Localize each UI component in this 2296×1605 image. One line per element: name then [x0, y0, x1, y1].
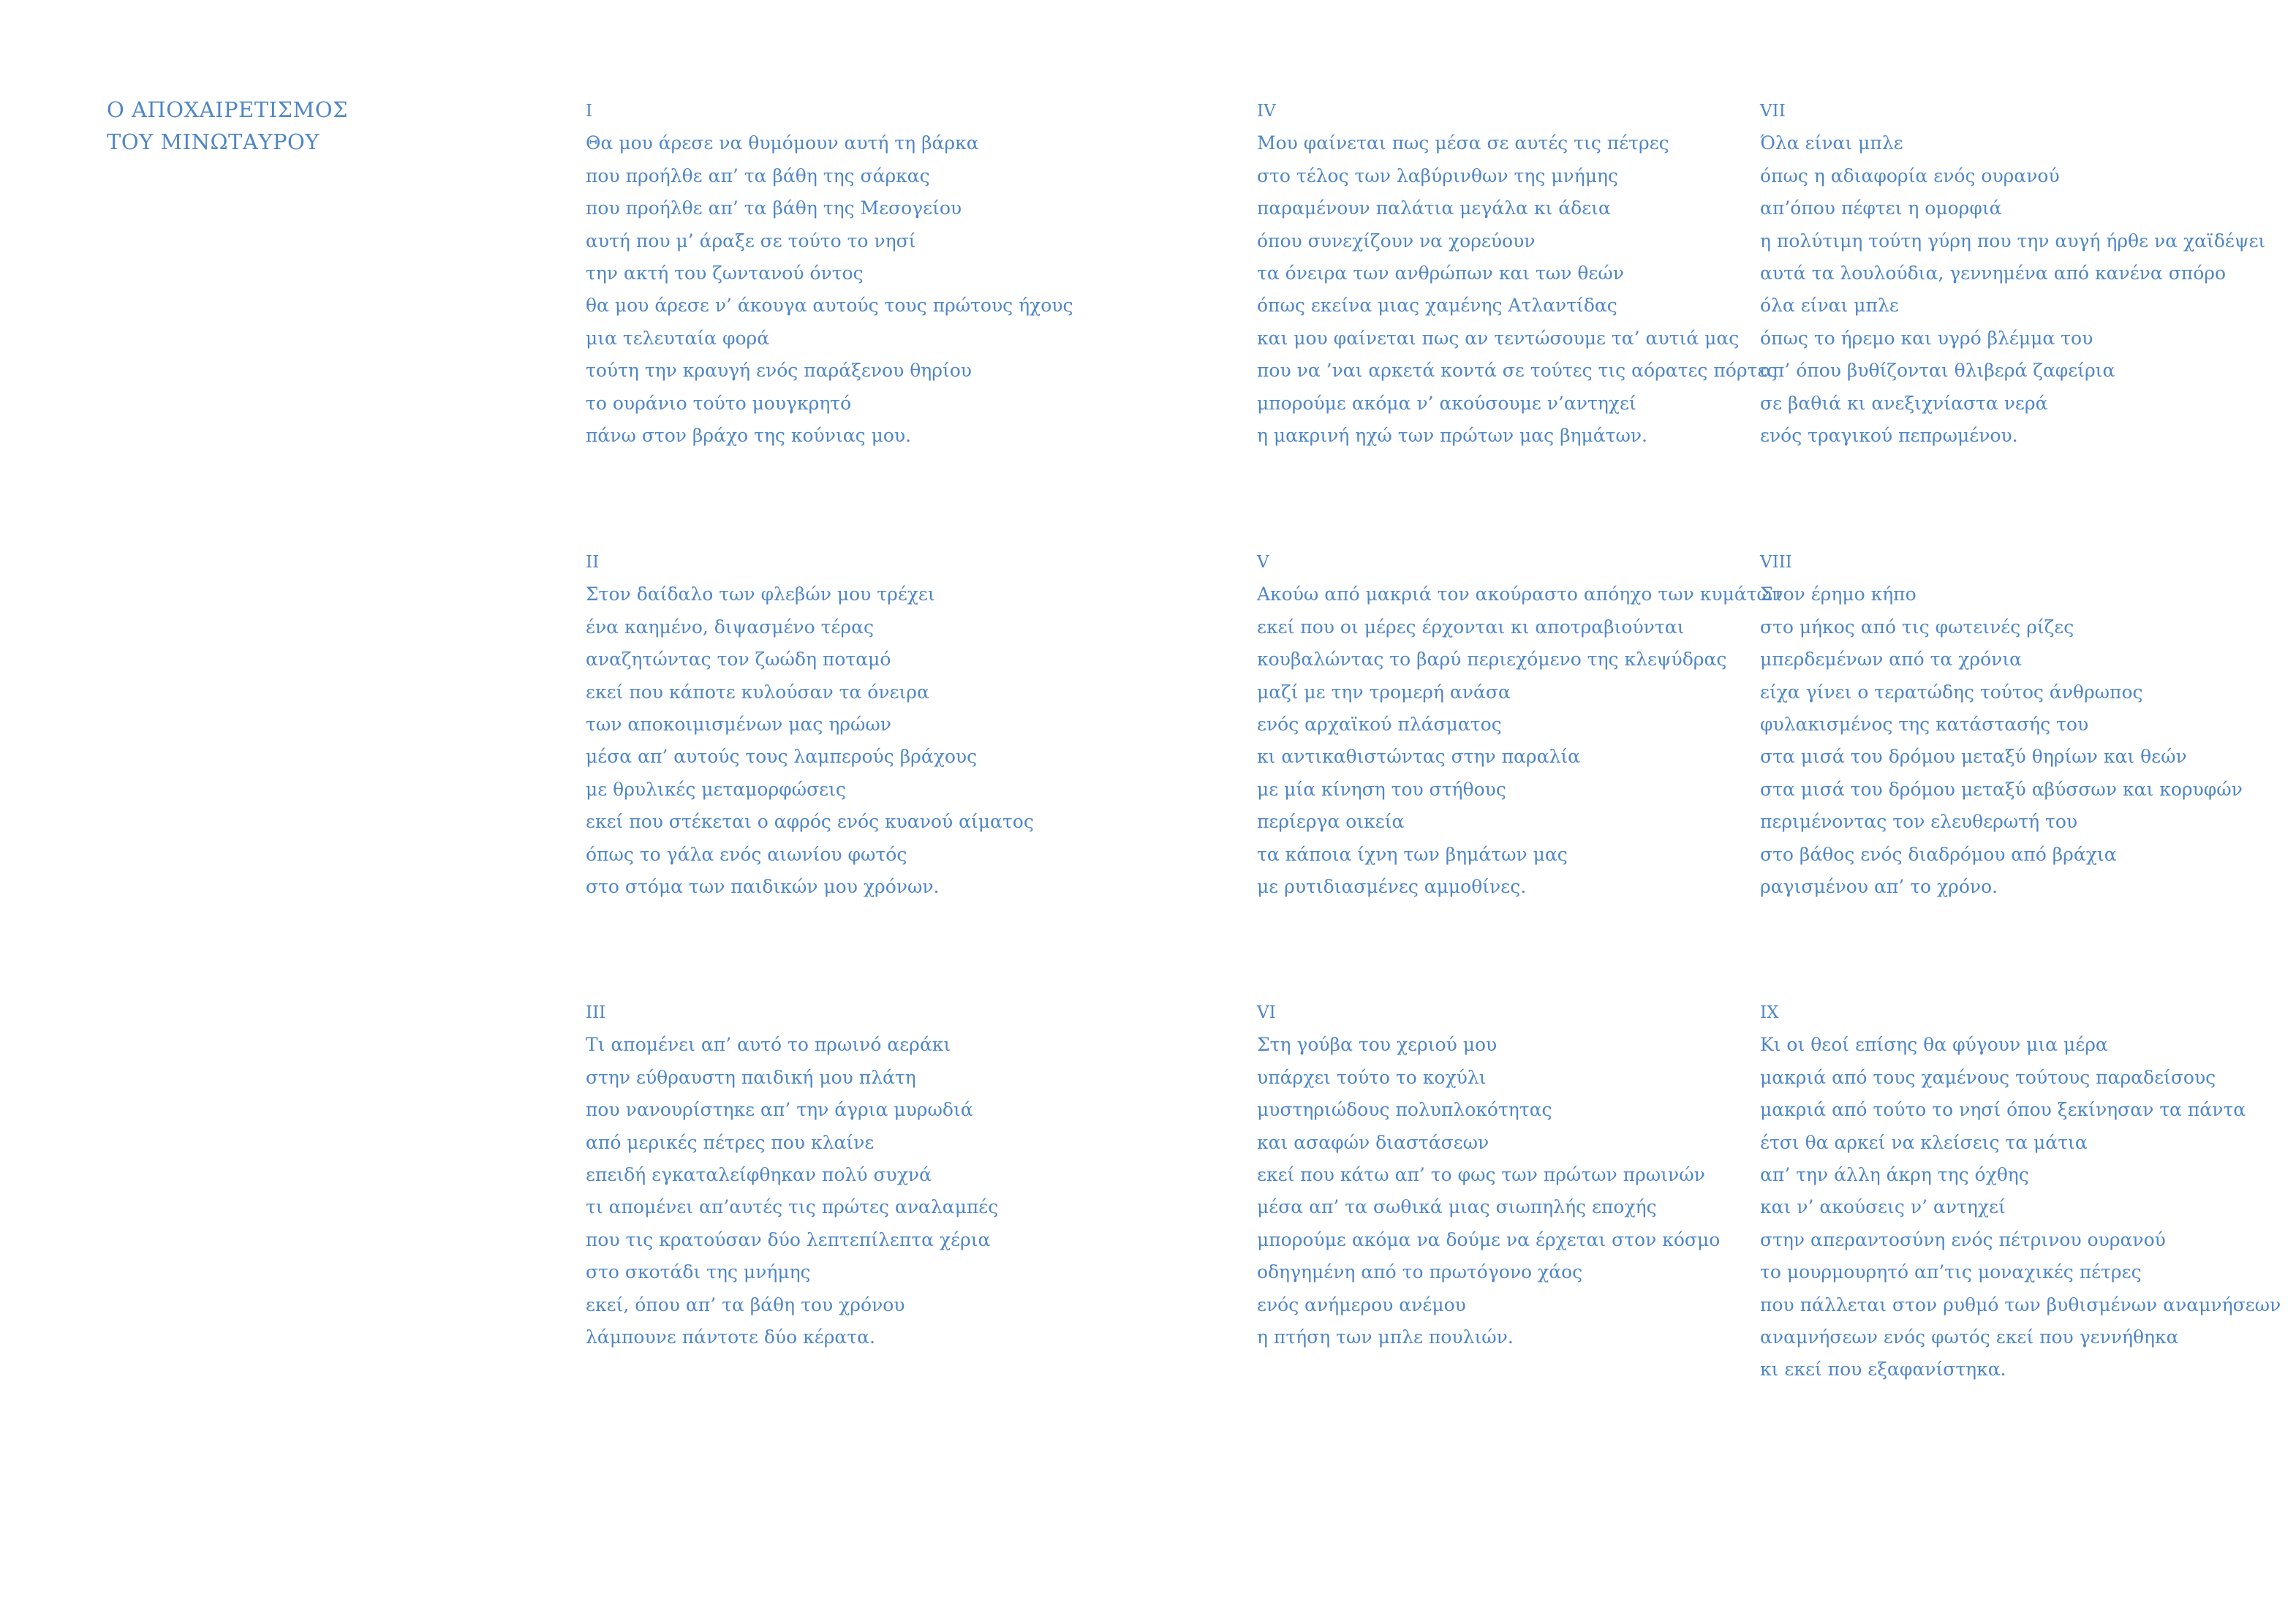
verse-line: οδηγημένη από το πρωτόγονο χάος	[1257, 1261, 1583, 1283]
stanza-numeral: II	[586, 553, 600, 572]
verse-line: Στη γούβα του χεριού μου	[1257, 1034, 1498, 1056]
verse-line: Όλα είναι μπλε	[1760, 132, 1903, 154]
verse-line: περιμένοντας τον ελευθερωτή του	[1760, 811, 2078, 833]
verse-line: τούτη την κραυγή ενός παράξενου θηρίου	[586, 360, 972, 382]
verse-line: που προήλθε απ’ τα βάθη της σάρκας	[586, 165, 930, 186]
verse-line: ένα καημένο, διψασμένο τέρας	[586, 616, 874, 638]
verse-line: με μία κίνηση του στήθους	[1257, 778, 1506, 800]
verse-line: Ακούω από μακριά τον ακούραστο απόηχο των κυμάτων	[1257, 584, 1783, 605]
verse-line: περίεργα οικεία	[1257, 811, 1405, 833]
verse-line: όπως η αδιαφορία ενός ουρανού	[1760, 165, 2060, 186]
verse-line: Στον δαίδαλο των φλεβών μου τρέχει	[586, 584, 935, 605]
verse-line: στο βάθος ενός διαδρόμου από βράχια	[1760, 843, 2117, 865]
verse-line: με θρυλικές μεταμορφώσεις	[586, 778, 846, 800]
verse-line: αναζητώντας τον ζωώδη ποταμό	[586, 649, 891, 671]
verse-line: παραμένουν παλάτια μεγάλα κι άδεια	[1257, 197, 1611, 219]
stanza-numeral: IX	[1760, 1003, 1779, 1022]
verse-line: τα κάποια ίχνη των βημάτων μας	[1257, 843, 1568, 865]
verse-line: που πάλλεται στον ρυθμό των βυθισμένων αναμνήσεων	[1760, 1294, 2281, 1315]
verse-line: πάνω στον βράχο της κούνιας μου.	[586, 425, 912, 447]
stanza-numeral: VIII	[1760, 553, 1792, 572]
verse-line: φυλακισμένος της κατάστασής του	[1760, 714, 2089, 736]
verse-line: μακριά από τούτο το νησί όπου ξεκίνησαν τα πάντα	[1760, 1099, 2246, 1121]
verse-line: λάμπουνε πάντοτε δύο κέρατα.	[586, 1326, 875, 1348]
verse-line: απ’ όπου βυθίζονται θλιβερά ζαφείρια	[1760, 360, 2115, 382]
verse-line: μαζί με την τρομερή ανάσα	[1257, 681, 1511, 703]
verse-line: ενός ανήμερου ανέμου	[1257, 1294, 1466, 1315]
verse-line: Θα μου άρεσε να θυμόμουν αυτή τη βάρκα	[586, 132, 979, 154]
verse-line: το ουράνιο τούτο μουγκρητό	[586, 392, 852, 414]
verse-line: ραγισμένου απ’ το χρόνο.	[1760, 876, 1998, 898]
verse-line: κι αντικαθιστώντας στην παραλία	[1257, 746, 1581, 768]
verse-line: ενός αρχαϊκού πλάσματος	[1257, 714, 1502, 736]
stanza-numeral: V	[1257, 553, 1269, 572]
stanza-numeral: III	[586, 1003, 606, 1022]
verse-line: όπου συνεχίζουν να χορεύουν	[1257, 230, 1536, 252]
poem-title-line-1: Ο ΑΠΟΧΑΙΡΕΤΙΣΜΟΣ	[107, 97, 349, 122]
poem-title	[107, 94, 348, 158]
verse-line: απ’ την άλλη άκρη της όχθης	[1760, 1164, 2029, 1186]
verse-line: όπως εκείνα μιας χαμένης Ατλαντίδας	[1257, 295, 1617, 317]
verse-line: και ασαφών διαστάσεων	[1257, 1131, 1489, 1153]
verse-line: που νανουρίστηκε απ’ την άγρια μυρωδιά	[586, 1099, 973, 1121]
verse-line: που προήλθε απ’ τα βάθη της Μεσογείου	[586, 197, 962, 219]
verse-line: τι απομένει απ’αυτές τις πρώτες αναλαμπές	[586, 1196, 999, 1218]
verse-line: μακριά από τους χαμένους τούτους παραδείσους	[1760, 1066, 2216, 1088]
stanza-numeral: IV	[1257, 102, 1276, 121]
verse-line: ενός τραγικού πεπρωμένου.	[1760, 425, 2018, 447]
stanza-5	[1257, 546, 1783, 903]
verse-line: μυστηριώδους πολυπλοκότητας	[1257, 1099, 1552, 1121]
verse-line: η πτήση των μπλε πουλιών.	[1257, 1326, 1514, 1348]
verse-line: όλα είναι μπλε	[1760, 295, 1899, 317]
verse-line: στο τέλος των λαβύρινθων της μνήμης	[1257, 165, 1618, 186]
verse-line: απ’όπου πέφτει η ομορφιά	[1760, 197, 2002, 219]
stanza-7	[1760, 95, 2265, 452]
verse-line: την ακτή του ζωντανού όντος	[586, 263, 864, 284]
stanza-6	[1257, 997, 1720, 1353]
verse-line: μέσα απ’ αυτούς τους λαμπερούς βράχους	[586, 746, 978, 768]
verse-line: κουβαλώντας το βαρύ περιεχόμενο της κλεψύδρας	[1257, 649, 1727, 671]
verse-line: κι εκεί που εξαφανίστηκα.	[1760, 1359, 2006, 1381]
stanza-numeral: VII	[1760, 102, 1786, 121]
stanza-4	[1257, 95, 1777, 452]
verse-line: είχα γίνει ο τερατώδης τούτος άνθρωπος	[1760, 681, 2143, 703]
stanza-2	[586, 546, 1034, 903]
verse-line: έτσι θα αρκεί να κλείσεις τα μάτια	[1760, 1131, 2088, 1153]
verse-line: μια τελευταία φορά	[586, 327, 770, 349]
verse-line: που τις κρατούσαν δύο λεπτεπίλεπτα χέρια	[586, 1228, 991, 1250]
verse-line: αυτή που μ’ άραξε σε τούτο το νησί	[586, 230, 916, 252]
verse-line: Μου φαίνεται πως μέσα σε αυτές τις πέτρες	[1257, 132, 1669, 154]
verse-line: στα μισά του δρόμου μεταξύ θηρίων και θεών	[1760, 746, 2187, 768]
verse-line: επειδή εγκαταλείφθηκαν πολύ συχνά	[586, 1164, 932, 1186]
verse-line: θα μου άρεσε ν’ άκουγα αυτούς τους πρώτους ήχους	[586, 295, 1073, 317]
verse-line: μπορούμε ακόμα να δούμε να έρχεται στον κόσμο	[1257, 1228, 1721, 1250]
verse-line: όπως το ήρεμο και υγρό βλέμμα του	[1760, 327, 2093, 349]
verse-line: από μερικές πέτρες που κλαίνε	[586, 1131, 875, 1153]
verse-line: αυτά τα λουλούδια, γεννημένα από κανένα σπόρο	[1760, 263, 2226, 284]
verse-line: σε βαθιά κι ανεξιχνίαστα νερά	[1760, 392, 2048, 414]
verse-line: μέσα απ’ τα σωθικά μιας σιωπηλής εποχής	[1257, 1196, 1657, 1218]
verse-line: εκεί που οι μέρες έρχονται κι αποτραβιούνται	[1257, 616, 1685, 638]
stanza-9	[1760, 997, 2281, 1386]
verse-line: στην εύθραυστη παιδική μου πλάτη	[586, 1066, 916, 1088]
stanza-8	[1760, 546, 2243, 903]
verse-line: με ρυτιδιασμένες αμμοθίνες.	[1257, 876, 1527, 898]
verse-line: η μακρινή ηχώ των πρώτων μας βημάτων.	[1257, 425, 1647, 447]
verse-line: τα όνειρα των ανθρώπων και των θεών	[1257, 263, 1624, 284]
verse-line: Τι απομένει απ’ αυτό το πρωινό αεράκι	[586, 1034, 951, 1056]
verse-line: και ν’ ακούσεις ν’ αντηχεί	[1760, 1196, 2006, 1218]
verse-line: το μουρμουρητό απ’τις μοναχικές πέτρες	[1760, 1261, 2142, 1283]
verse-line: που να ’ναι αρκετά κοντά σε τούτες τις αόρατες πόρτες	[1257, 360, 1778, 382]
verse-line: αναμνήσεων ενός φωτός εκεί που γεννήθηκα	[1760, 1326, 2179, 1348]
verse-line: η πολύτιμη τούτη γύρη που την αυγή ήρθε να χαϊδέψει	[1760, 230, 2266, 252]
verse-line: μπερδεμένων από τα χρόνια	[1760, 649, 2023, 671]
verse-line: των αποκοιμισμένων μας ηρώων	[586, 714, 891, 736]
stanza-numeral: I	[586, 102, 593, 121]
verse-line: όπως το γάλα ενός αιωνίου φωτός	[586, 843, 907, 865]
verse-line: στο σκοτάδι της μνήμης	[586, 1261, 811, 1283]
verse-line: στην απεραντοσύνη ενός πέτρινου ουρανού	[1760, 1228, 2166, 1250]
verse-line: στο μήκος από τις φωτεινές ρίζες	[1760, 616, 2074, 638]
verse-line: υπάρχει τούτο το κοχύλι	[1257, 1066, 1487, 1088]
verse-line: Στον έρημο κήπο	[1760, 584, 1917, 605]
verse-line: εκεί που στέκεται ο αφρός ενός κυανού αίματος	[586, 811, 1034, 833]
stanza-numeral: VI	[1257, 1003, 1276, 1022]
verse-line: και μου φαίνεται πως αν τεντώσουμε τα’ αυτιά μας	[1257, 327, 1740, 349]
poem-title-line-2: ΤΟΥ ΜΙΝΩΤΑΥΡΟΥ	[107, 129, 320, 154]
verse-line: εκεί που κάποτε κυλούσαν τα όνειρα	[586, 681, 929, 703]
verse-line: στο στόμα των παιδικών μου χρόνων.	[586, 876, 940, 898]
stanza-3	[586, 997, 998, 1353]
verse-line: στα μισά του δρόμου μεταξύ αβύσσων και κορυφών	[1760, 778, 2243, 800]
verse-line: μπορούμε ακόμα ν’ ακούσουμε ν’αντηχεί	[1257, 392, 1636, 414]
verse-line: Κι οι θεοί επίσης θα φύγουν μια μέρα	[1760, 1034, 2108, 1056]
verse-line: εκεί που κάτω απ’ το φως των πρώτων πρωινών	[1257, 1164, 1705, 1186]
verse-line: εκεί, όπου απ’ τα βάθη του χρόνου	[586, 1294, 905, 1315]
stanza-1	[586, 95, 1073, 452]
